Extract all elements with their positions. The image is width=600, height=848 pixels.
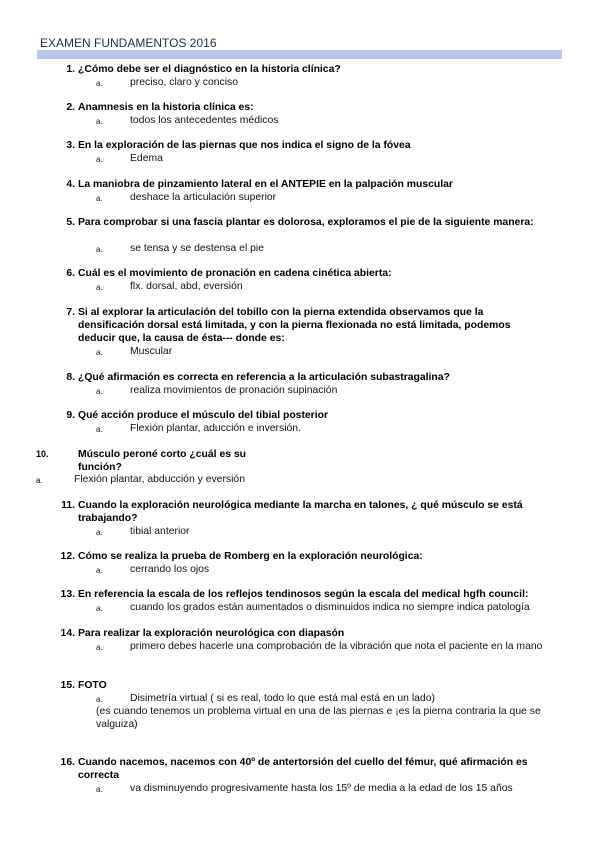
question-text: Cuando la exploración neurológica mediante la marcha en talones, ¿ qué músculo se está trabajando? [78, 500, 523, 524]
answer-text: deshace la articulación superior [130, 192, 277, 203]
answer-letter: a. [96, 643, 103, 652]
question-number: 13. [60, 589, 75, 600]
answer-6 [96, 280, 560, 293]
answer-1 [96, 76, 560, 89]
answer-text: Edema [130, 153, 163, 164]
question-4 [66, 178, 568, 191]
question-number: 14. [60, 628, 75, 639]
question-16 [60, 756, 558, 782]
question-11 [61, 499, 553, 525]
question-text: Si al explorar la articulación del tobillo con la pierna extendida observamos que la densificación dorsal está limitada, y con la pierna flexionada no está limitada, podemos deducir que, la causa de ésta--- donde es: [78, 307, 511, 344]
question-number: 3. [66, 140, 75, 151]
question-number: 16. [60, 757, 75, 768]
answer-letter: a. [96, 245, 103, 254]
answer-letter: a. [96, 695, 103, 704]
answer-letter: a. [96, 425, 103, 434]
answer-text: flx. dorsal, abd, eversión [130, 281, 243, 292]
answer-16 [96, 782, 560, 795]
question-6 [66, 267, 568, 280]
answer-5 [96, 242, 560, 255]
answer-letter: a. [96, 117, 103, 126]
question-number: 12. [60, 551, 75, 562]
answer-14 [96, 640, 560, 653]
answer-letter: a. [96, 604, 103, 613]
answer-text: todos los antecedentes médicos [130, 115, 279, 126]
answer-11 [96, 525, 560, 538]
question-14 [60, 627, 568, 640]
answer-letter: a. [96, 155, 103, 164]
answer-2 [96, 114, 560, 127]
question-text: Cómo se realiza la prueba de Romberg en la exploración neurológica: [78, 551, 423, 562]
answer-letter: a. [36, 476, 43, 485]
answer-text: se tensa y se destensa el pie [130, 243, 265, 254]
answer-13 [96, 601, 560, 614]
question-13 [60, 588, 578, 601]
answer-text: va disminuyendo progresivamente hasta los 15º de media a la edad de los 15 años [130, 783, 513, 794]
question-number: 10. [36, 449, 49, 459]
answer-text: Muscular [130, 346, 173, 357]
question-text: Cuál es el movimiento de pronación en cadena cinética abierta: [78, 268, 392, 279]
answer-15 [96, 692, 560, 705]
question-10: Músculo peroné corto ¿cuál es su función? [78, 449, 247, 473]
question-1 [66, 63, 568, 76]
answer-letter: a. [96, 528, 103, 537]
question-15 [60, 679, 568, 692]
answer-text: realiza movimientos de pronación supinación [130, 385, 338, 396]
answer-note: (es cuando tenemos un problema virtual en una de las piernas e ¡es la pierna contraria la que se valguiza) [96, 706, 541, 730]
question-text: ¿Cómo debe ser el diagnóstico en la historia clínica? [78, 64, 341, 75]
question-8 [66, 371, 568, 384]
answer-letter: a. [96, 283, 103, 292]
answer-letter: a. [96, 785, 103, 794]
answer-letter: a. [96, 348, 103, 357]
answer-text: Disimetría virtual ( si es real, todo lo que está mal está en un lado) [130, 693, 435, 704]
document-title: EXAMEN FUNDAMENTOS 2016 [40, 36, 217, 50]
question-number: 1. [66, 64, 75, 75]
question-text: Para comprobar si una fascia plantar es dolorosa, exploramos el pie de la siguiente manera: [78, 217, 534, 228]
question-9 [66, 409, 568, 422]
question-number: 6. [66, 268, 75, 279]
question-text: En referencia la escala de los reflejos tendinosos según la escala del medical hgfh council: [78, 589, 529, 600]
answer-letter: a. [96, 566, 103, 575]
question-number: 8. [66, 372, 75, 383]
question-5 [66, 216, 548, 229]
question-number: 2. [66, 102, 75, 113]
answer-8 [96, 384, 560, 397]
question-text: Para realizar la exploración neurológica con diapasón [78, 628, 345, 639]
answer-text: preciso, claro y conciso [130, 77, 238, 88]
answer-letter: a. [96, 79, 103, 88]
answer-text: Flexión plantar, aducción e inversión. [130, 423, 301, 434]
question-text: En la exploración de las piernas que nos indica el signo de la fóvea [78, 140, 411, 151]
answer-letter: a. [96, 387, 103, 396]
answer-4 [96, 191, 560, 204]
answer-9 [96, 422, 560, 435]
answer-3 [96, 152, 560, 165]
title-underline-bar [37, 50, 562, 59]
question-3 [66, 139, 568, 152]
answer-text: cerrando los ojos [130, 564, 210, 575]
answer-text: tibial anterior [130, 526, 190, 537]
question-7 [66, 306, 518, 345]
question-number: 4. [66, 179, 75, 190]
question-text: FOTO [78, 680, 107, 691]
question-number: 9. [66, 410, 75, 421]
question-text: Qué acción produce el músculo del tibial posterior [78, 410, 329, 421]
answer-12 [96, 563, 560, 576]
question-number: 7. [66, 307, 75, 318]
question-12 [60, 550, 568, 563]
question-number: 11. [61, 500, 75, 511]
question-text: ¿Qué afirmación es correcta en referencia a la articulación subastragalina? [78, 372, 450, 383]
question-text: Cuando nacemos, nacemos con 40º de antertorsión del cuello del fémur, qué afirmación es correcta [78, 757, 528, 781]
question-text: La maniobra de pinzamiento lateral en el ANTEPIE en la palpación muscular [78, 179, 453, 190]
question-number: 15. [60, 680, 75, 691]
answer-10: Flexión plantar, abducción y eversión [74, 474, 245, 485]
answer-text: cuando los grados están aumentados o disminuidos indica no siempre indica patología [130, 602, 530, 613]
question-text: Anamnesis en la historia clínica es: [78, 102, 254, 113]
question-number: 5. [66, 217, 75, 228]
question-2 [66, 101, 568, 114]
answer-letter: a. [96, 194, 103, 203]
answer-text: primero debes hacerle una comprobación de la vibración que nota el paciente en la mano [130, 641, 543, 652]
answer-7 [96, 345, 560, 358]
